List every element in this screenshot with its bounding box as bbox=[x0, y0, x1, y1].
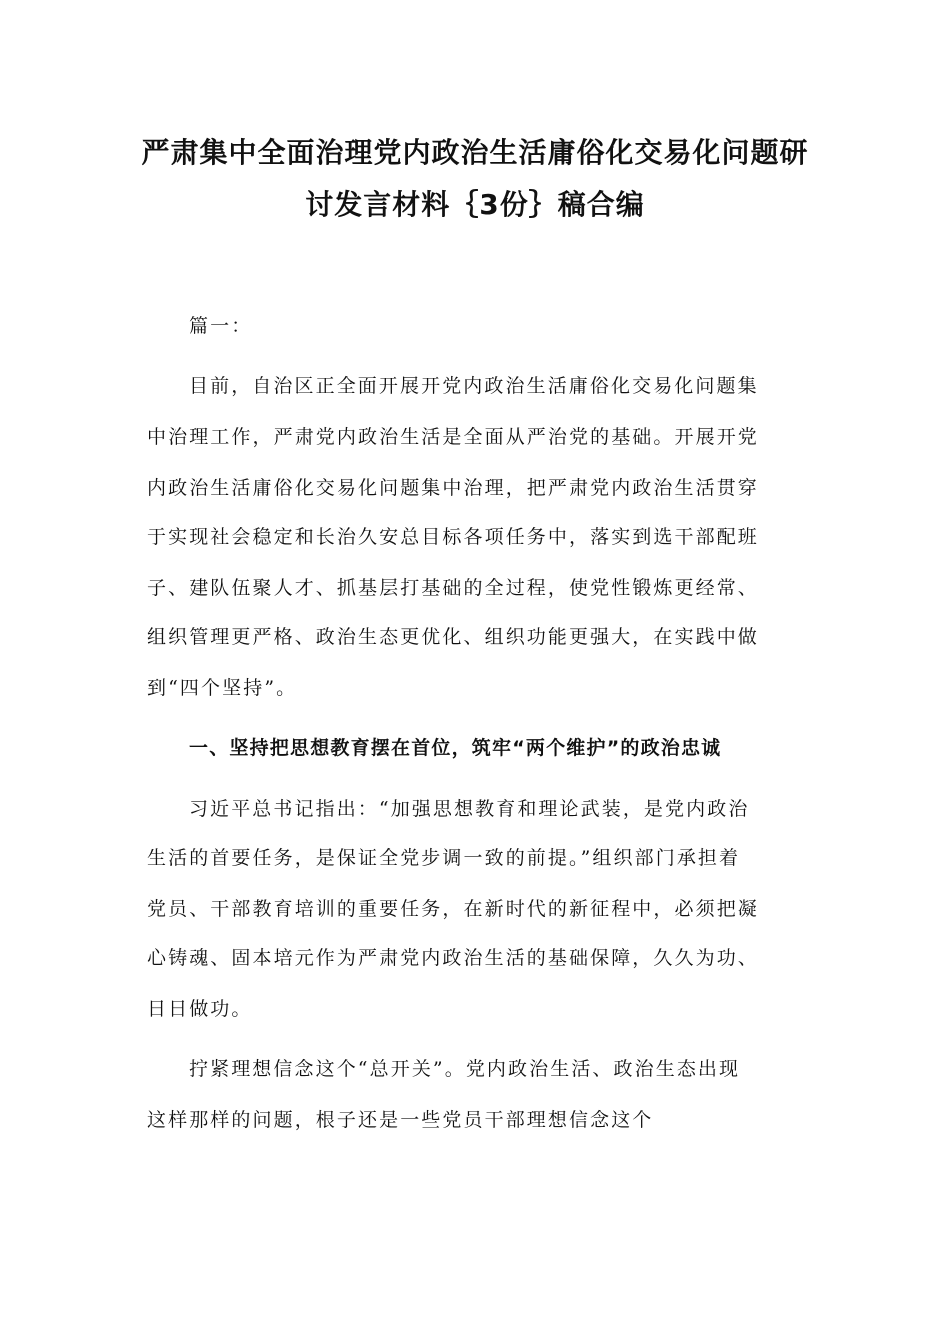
paragraph-line: 这样那样的问题，根子还是一些党员干部理想信念这个 bbox=[147, 1109, 654, 1131]
paragraph-line: 中治理工作，严肃党内政治生活是全面从严治党的基础。开展开党 bbox=[147, 426, 759, 448]
paragraph-line: 子、建队伍聚人才、抓基层打基础的全过程，使党性锻炼更经常、 bbox=[147, 577, 759, 599]
section-label: 篇一： bbox=[189, 315, 253, 337]
paragraph-line: 内政治生活庸俗化交易化问题集中治理，把严肃党内政治生活贯穿 bbox=[147, 477, 759, 499]
paragraph-line: 到“四个坚持”。 bbox=[147, 677, 298, 699]
paragraph-line: 习近平总书记指出：“加强思想教育和理论武装，是党内政治 bbox=[189, 798, 750, 820]
section-heading: 一、坚持把思想教育摆在首位，筑牢“两个维护”的政治忠诚 bbox=[189, 737, 722, 759]
paragraph-line: 日日做功。 bbox=[147, 998, 253, 1020]
paragraph-line: 心铸魂、固本培元作为严肃党内政治生活的基础保障，久久为功、 bbox=[147, 947, 759, 969]
paragraph-line: 拧紧理想信念这个“总开关”。党内政治生活、政治生态出现 bbox=[189, 1058, 741, 1080]
paragraph-line: 生活的首要任务，是保证全党步调一致的前提。”组织部门承担着 bbox=[147, 847, 741, 869]
document-title-line-1: 严肃集中全面治理党内政治生活庸俗化交易化问题研 bbox=[141, 136, 809, 169]
paragraph-line: 党员、干部教育培训的重要任务，在新时代的新征程中，必须把凝 bbox=[147, 898, 759, 920]
document-title-line-2: 讨发言材料｛3份｝稿合编 bbox=[305, 188, 645, 221]
paragraph-line: 目前，自治区正全面开展开党内政治生活庸俗化交易化问题集 bbox=[189, 375, 759, 397]
paragraph-line: 于实现社会稳定和长治久安总目标各项任务中，落实到选干部配班 bbox=[147, 526, 759, 548]
paragraph-line: 组织管理更严格、政治生态更优化、组织功能更强大，在实践中做 bbox=[147, 626, 759, 648]
